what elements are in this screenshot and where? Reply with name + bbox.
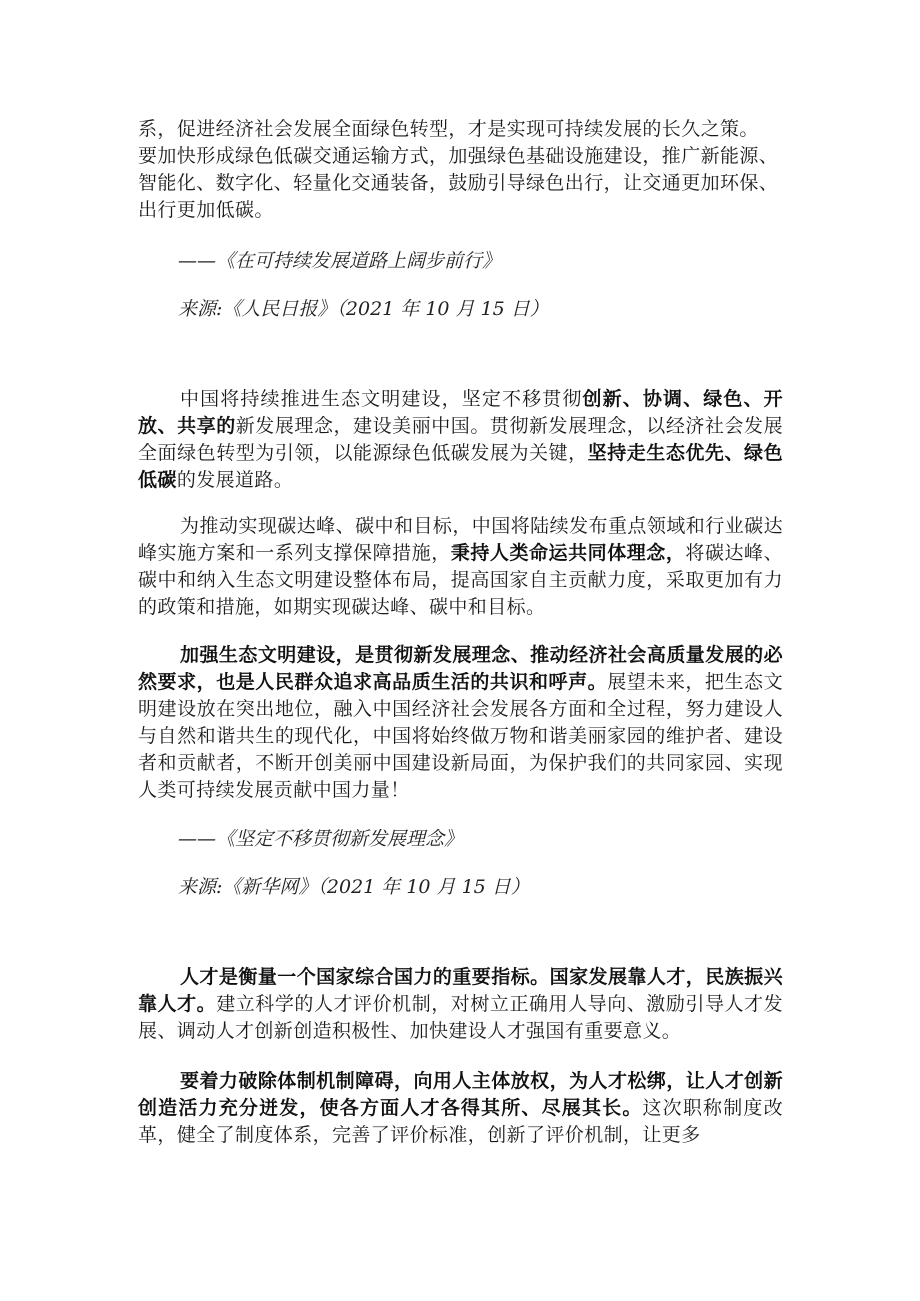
- text-segment: 这次职称制度改革，健全了制度体系，完善了评价标准，创新了评价机制，让更多: [138, 1097, 783, 1146]
- bold-text: 创新、协调、绿色、开放、共享的: [138, 388, 783, 437]
- text-segment: 的发展道路。: [176, 469, 294, 491]
- text-segment: 中国将持续推进生态文明建设，坚定不移贯彻: [180, 388, 583, 410]
- citation-source-1: 来源:《人民日报》（2021 年 10 月 15 日）: [178, 298, 549, 320]
- text-line: 智能化、数字化、轻量化交通装备，鼓励引导绿色出行，让交通更加环保、: [138, 172, 779, 194]
- bold-text: 坚持走生态优先、绿色低碳: [138, 442, 783, 491]
- paragraph-development-outlook: [138, 642, 783, 804]
- paragraph-green-transport: [138, 116, 783, 224]
- text-segment: 展望未来，把生态文明建设放在突出地位，融入中国经济社会发展各方面和全过程，努力建设人与自然和谐共生的现代化，中国将始终做万物和谐美丽家园的维护者、建设者和贡献者，不断开创美丽中国建设新局面，为保护我们的共同家园、实现人类可持续发展贡献中国力量！: [138, 671, 783, 801]
- paragraph-talent: [138, 964, 783, 1045]
- paragraph-reform: [138, 1068, 783, 1149]
- bold-text: 人才是衡量一个国家综合国力的重要指标。国家发展靠人才，民族振兴靠人才。: [138, 966, 783, 1015]
- paragraph-ecological-civilization: [138, 386, 783, 494]
- citation-title-1: ——《在可持续发展道路上阔步前行》: [178, 250, 502, 272]
- bold-text: 秉持人类命运共同体理念，: [450, 542, 686, 564]
- text-line: 系，促进经济社会发展全面绿色转型，才是实现可持续发展的长久之策。: [138, 118, 759, 140]
- text-segment: 建立科学的人才评价机制，对树立正确用人导向、激励引导人才发展、调动人才创新创造积极性、加快建设人才强国有重要意义。: [138, 993, 783, 1042]
- text-segment: 为推动实现碳达峰、碳中和目标，中国将陆续发布重点领域和行业碳达峰实施方案和一系列支撑保障措施，: [138, 515, 783, 564]
- citation-title-2: ——《坚定不移贯彻新发展理念》: [178, 828, 464, 850]
- text-segment: 新发展理念，建设美丽中国。贯彻新发展理念，以经济社会发展全面绿色转型为引领，以能源绿色低碳发展为关键，: [138, 415, 783, 464]
- text-line: 要加快形成绿色低碳交通运输方式，加强绿色基础设施建设，推广新能源、: [138, 145, 779, 167]
- bold-text: 要着力破除体制机制障碍，向用人主体放权，为人才松绑，让人才创新创造活力充分迸发，使各方面人才各得其所、尽展其长。: [138, 1070, 783, 1119]
- citation-source-2: 来源:《新华网》（2021 年 10 月 15 日）: [178, 876, 530, 898]
- text-line: 出行更加低碳。: [138, 199, 274, 221]
- text-segment: 将碳达峰、碳中和纳入生态文明建设整体布局，提高国家自主贡献力度，采取更加有力的政策和措施，如期实现碳达峰、碳中和目标。: [138, 542, 783, 618]
- bold-text: 加强生态文明建设，是贯彻新发展理念、推动经济社会高质量发展的必然要求，也是人民群众追求高品质生活的共识和呼声。: [138, 644, 783, 693]
- paragraph-carbon-peak: [138, 513, 783, 621]
